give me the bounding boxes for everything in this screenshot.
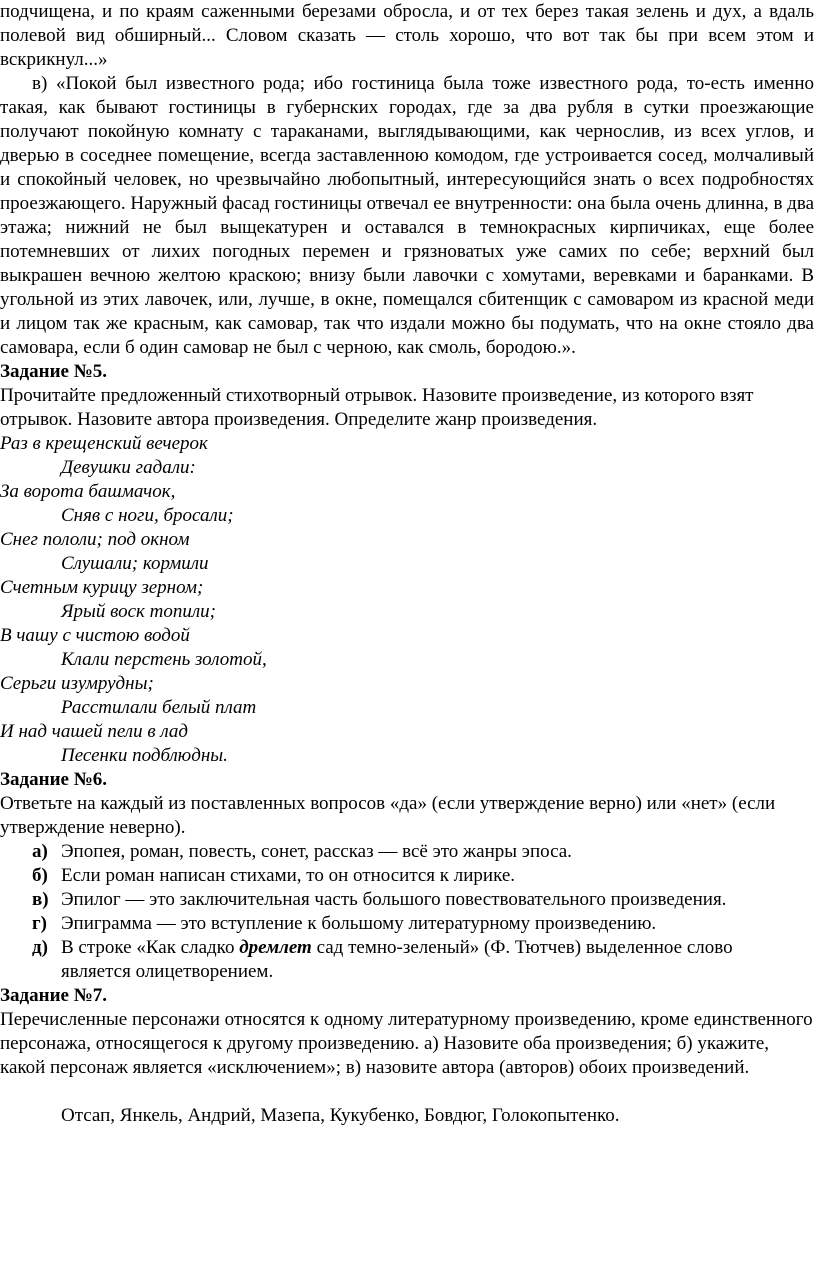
question-item (0, 936, 814, 984)
task6-heading: Задание №6. (0, 769, 108, 790)
paragraph-v: в) «Покой был известного рода; ибо гостиница была тоже известного рода, то-есть именно такая, как бывают гостиницы в губернских городах, где за два рубля в сутки проезжающие получают покойную комнату с тараканами, выглядывающими, как чернослив, из всех углов, и дверью в соседнее помещение, всегда заставленною комодом, где устроивается сосед, молчаливый и спокойный человек, но чрезвычайно любопытный, интересующийся знать о всех подробностях проезжающего. Наружный фасад гостиницы отвечал ее внутренности: она была очень длинна, в два этажа; нижний не был выщекатурен и оставался в темнокрасных кирпичиках, еще более потемневших от лихих погодных перемен и грязноватых уже самих по себе; верхний был выкрашен вечною желтою краскою; внизу были лавочки с хомутами, веревками и баранками. В угольной из этих лавочек, или, лучше, в окне, помещался сбитенщик с самоваром из красной меди и лицом так же красным, как самовар, так что издали можно бы подумать, что на окне стояло два самовара, если б один самовар не был с черною, как смоль, бородою.». (0, 73, 814, 358)
task5-heading: Задание №5. (0, 361, 108, 382)
question-list (0, 840, 814, 984)
poem-line: Расстилали белый плат (61, 697, 257, 718)
poem-line: Клали перстень золотой, (61, 649, 267, 670)
poem-line: Слушали; кормили (61, 553, 209, 574)
question-label: а) (32, 841, 48, 862)
task5-instruction: Прочитайте предложенный стихотворный отрывок. Назовите произведение, из которого взят отрывок. Назовите автора произведения. Определите жанр произведения. (0, 385, 754, 430)
task6-instruction: Ответьте на каждый из поставленных вопросов «да» (если утверждение верно) или «нет» (если утверждение неверно). (0, 793, 776, 838)
poem-line: Снег пололи; под окном (0, 529, 190, 550)
poem-line: Песенки подблюдны. (61, 745, 228, 766)
question-text: Эпиграмма — это вступление к большому литературному произведению. (61, 913, 657, 934)
question-text: Если роман написан стихами, то он относится к лирике. (61, 865, 516, 886)
poem-line: В чашу с чистою водой (0, 625, 190, 646)
poem-line: За ворота башмачок, (0, 481, 176, 502)
question-item (0, 864, 814, 888)
question-label: г) (32, 913, 47, 934)
poem-line: Девушки гадали: (61, 457, 196, 478)
question-text-before: В строке «Как сладко (61, 937, 240, 958)
task7-instruction: Перечисленные персонажи относятся к одному литературному произведению, кроме единственного персонажа, относящегося к другому произведению. а) Назовите оба произведения; б) укажите, какой персонаж является «исключением»; в) назовите автора (авторов) обоих произведений. (0, 1009, 813, 1078)
poem (0, 432, 814, 768)
poem-line: Сняв с ноги, бросали; (61, 505, 234, 526)
question-text (61, 936, 814, 984)
question-item (0, 912, 814, 936)
question-label: в) (32, 889, 49, 910)
question-text: Эпопея, роман, повесть, сонет, рассказ — всё это жанры эпоса. (61, 841, 572, 862)
poem-line: Ярый воск топили; (61, 601, 217, 622)
question-item (0, 888, 814, 912)
intro-paragraph: подчищена, и по краям саженными березами обросла, и от тех берез такая зелень и дух, а вдаль полевой вид обширный... Словом сказать — столь хорошо, что вот так бы при всем этом и вскрикнул...» (0, 1, 814, 70)
poem-line: Раз в крещенский вечерок (0, 433, 208, 454)
question-item (0, 840, 814, 864)
poem-line: Серьги изумрудны; (0, 673, 154, 694)
question-label: б) (32, 865, 48, 886)
task7-heading: Задание №7. (0, 985, 108, 1006)
character-list: Отсап, Янкель, Андрий, Мазепа, Кукубенко, Бовдюг, Голокопытенко. (61, 1105, 620, 1126)
emphasized-word: дремлет (239, 937, 312, 958)
question-text: Эпилог — это заключительная часть большого повествовательного произведения. (61, 889, 727, 910)
question-text-after: сад темно-зеленый» (Ф. Тютчев) выделенное слово является олицетворением. (61, 937, 733, 982)
poem-line: И над чашей пели в лад (0, 721, 188, 742)
poem-line: Счетным курицу зерном; (0, 577, 204, 598)
question-label: д) (32, 937, 48, 958)
